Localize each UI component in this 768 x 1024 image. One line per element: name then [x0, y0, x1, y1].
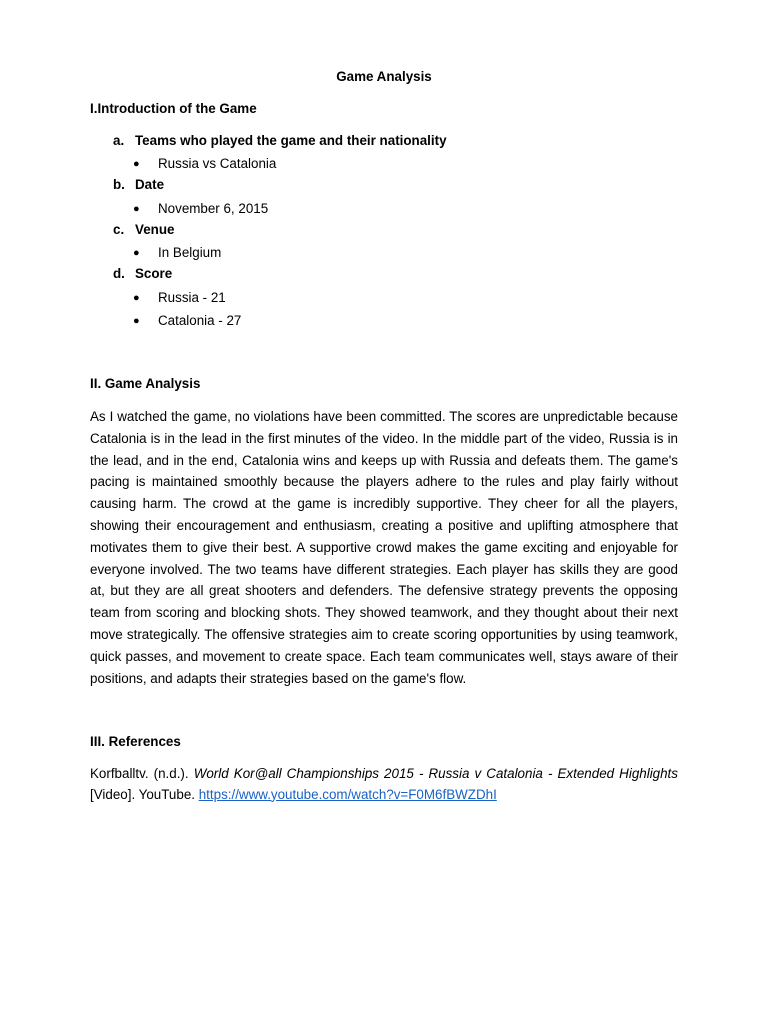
reference-medium: [Video]. [90, 786, 136, 802]
list-item-venue-label: Venue [135, 222, 175, 237]
reference-title: World Kor@all Championships 2015 - Russia v Catalonia - Extended Highlights [193, 766, 678, 781]
reference-link[interactable]: https://www.youtube.com/watch?v=F0M6fBWZDhI [198, 786, 497, 802]
list-letter-b: b. [113, 177, 125, 192]
reference-entry [90, 764, 678, 805]
list-letter-c: c. [113, 222, 125, 237]
reference-author: Korfballtv. (n.d.). [90, 766, 189, 781]
analysis-paragraph: As I watched the game, no violations have been committed. The scores are unpredictable because Catalonia is in the lead in the first minutes of the video. In the middle part of the video, Russia is in the lead, and in the end, Catalonia wins and keeps up with Russia and defeats them. The game's pacing is maintained smoothly because the players adhere to the rules and play fairly without causing harm. The crowd at the game is incredibly supportive. They cheer for all the players, showing their encouragement and enthusiasm, creating a positive and uplifting atmosphere that motivates them to give their best. A supportive crowd makes the game exciting and enjoyable for everyone involved. The two teams have different strategies. Each player has skills they are good at, but they are all great shooters and defenders. The defensive strategy prevents the opposing team from scoring and blocking shots. They showed teamwork, and they thought about their next move strategically. The offensive strategies aim to create scoring opportunities by using teamwork, quick passes, and movement to create space. Each team communicates well, stays aware of their positions, and adapts their strategies based on the game's flow. [90, 409, 678, 686]
bullet-icon: ● [133, 158, 140, 170]
section-2-heading: II. Game Analysis [90, 376, 201, 391]
list-item-date-label: Date [135, 177, 165, 192]
section-3-heading: III. References [90, 734, 181, 749]
bullet-icon: ● [133, 203, 140, 215]
bullet-icon: ● [133, 292, 140, 304]
section-1-heading: I.Introduction of the Game [90, 101, 257, 116]
page-title: Game Analysis [336, 69, 432, 84]
list-item-score-label: Score [135, 266, 173, 281]
list-letter-a: a. [113, 133, 125, 148]
list-letter-d: d. [113, 266, 125, 281]
list-bullet-text: November 6, 2015 [158, 201, 269, 216]
reference-publisher: YouTube. [138, 786, 195, 802]
list-bullet-text: Catalonia - 27 [158, 313, 242, 328]
list-bullet-text: Russia vs Catalonia [158, 156, 277, 171]
bullet-icon: ● [133, 315, 140, 327]
bullet-icon: ● [133, 247, 140, 259]
list-bullet-text: Russia - 21 [158, 290, 226, 305]
list-bullet-text: In Belgium [158, 245, 222, 260]
list-item-teams-label: Teams who played the game and their nationality [135, 133, 447, 148]
